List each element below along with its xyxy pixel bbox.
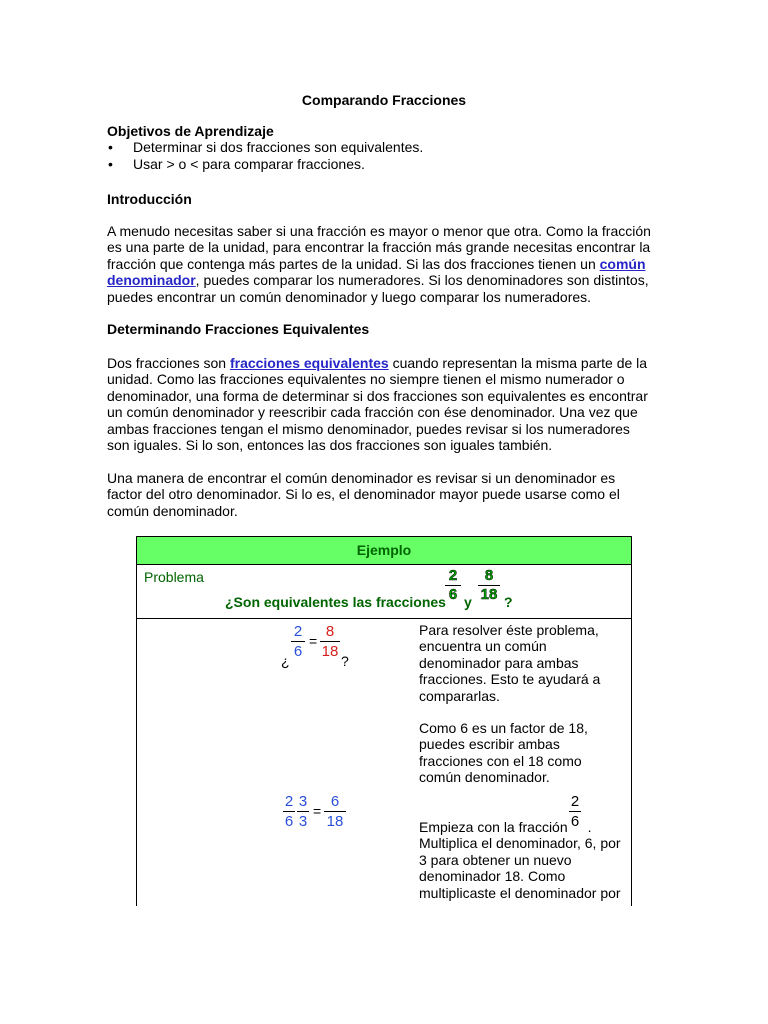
list-item: • Determinar si dos fracciones son equivalentes. (108, 139, 424, 155)
problem-label: Problema (144, 569, 204, 585)
equivalent-heading: Determinando Fracciones Equivalentes (107, 321, 370, 337)
problem-question-mark: ? (504, 594, 513, 610)
step2-fraction-c: 6 18 (324, 793, 346, 830)
step1-left-fraction: 2 6 (291, 623, 305, 660)
list-item: • Usar > o < para comparar fracciones. (108, 156, 365, 172)
problem-fraction-2: 8 18 (478, 568, 500, 603)
equivalent-paragraph-2: Una manera de encontrar el común denominador es revisar si un denominador es factor del otro denominador. Si lo es, el denominador mayor puede usarse como el común denominador. (107, 470, 620, 519)
intro-paragraph: A menudo necesitas saber si una fracción es mayor o menor que otra. Como la fracción es una parte de la unidad, para encontrar la fracción más grande necesitas encontrar la fracción que contenga más partes de la unidad. Si las dos fracciones tienen un común denominador, puedes comparar los numeradores. Si los denominadores son distintos, puedes encontrar un común denominador y luego comparar los numeradores. (107, 223, 651, 305)
step1-right-fraction: 8 18 (321, 623, 339, 660)
problem-fraction-1: 2 6 (445, 568, 461, 603)
problem-row (137, 565, 631, 619)
step1-equals: = (309, 633, 318, 649)
problem-conjunction: y (464, 594, 472, 610)
step2-text: Empieza con la fracción . Multiplica el denominador, 6, por 3 para obtener un nuevo denominador 18. Como multiplicaste el denominador por (419, 819, 621, 901)
solution-area (137, 619, 631, 906)
objectives-list (107, 139, 423, 173)
step1-text-a: Para resolver éste problema, encuentra un común denominador para ambas fracciones. Esto te ayudará a compararlas. (419, 622, 601, 704)
link-comun-denominador[interactable]: común denominador (107, 255, 646, 289)
step2-fraction-b: 3 3 (298, 793, 308, 830)
step1-text-b: Como 6 es un factor de 18, puedes escribir ambas fracciones con el 18 como común denominador. (419, 720, 588, 786)
objectives-heading: Objetivos de Aprendizaje (107, 123, 274, 139)
example-table (136, 536, 632, 906)
step2-equals: = (313, 803, 322, 819)
step2-inline-fraction: 2 6 (570, 793, 580, 830)
page-title: Comparando Fracciones (301, 92, 467, 108)
problem-question: ¿Son equivalentes las fracciones (225, 594, 446, 610)
equivalent-paragraph-1: Dos fracciones son fracciones equivalentes cuando representan la misma parte de la unidad. Como las fracciones equivalentes no siempre tienen el mismo numerador o denominador, una forma de determinar si dos fracciones son equivalentes es encontrar un común denominador y reescribir cada fracción con ése denominador. Una vez que ambas fracciones tengan el mismo denominador, puedes revisar si los numeradores son iguales. Si lo son, entonces las dos fracciones son iguales también. (107, 355, 648, 454)
step1-open-question: ¿ (281, 653, 290, 669)
intro-heading: Introducción (107, 191, 192, 207)
step2-fraction-a: 2 6 (284, 793, 294, 830)
step1-close-question: ? (341, 653, 349, 669)
link-fracciones-equivalentes[interactable]: fracciones equivalentes (229, 355, 389, 371)
example-header: Ejemplo (137, 537, 631, 565)
